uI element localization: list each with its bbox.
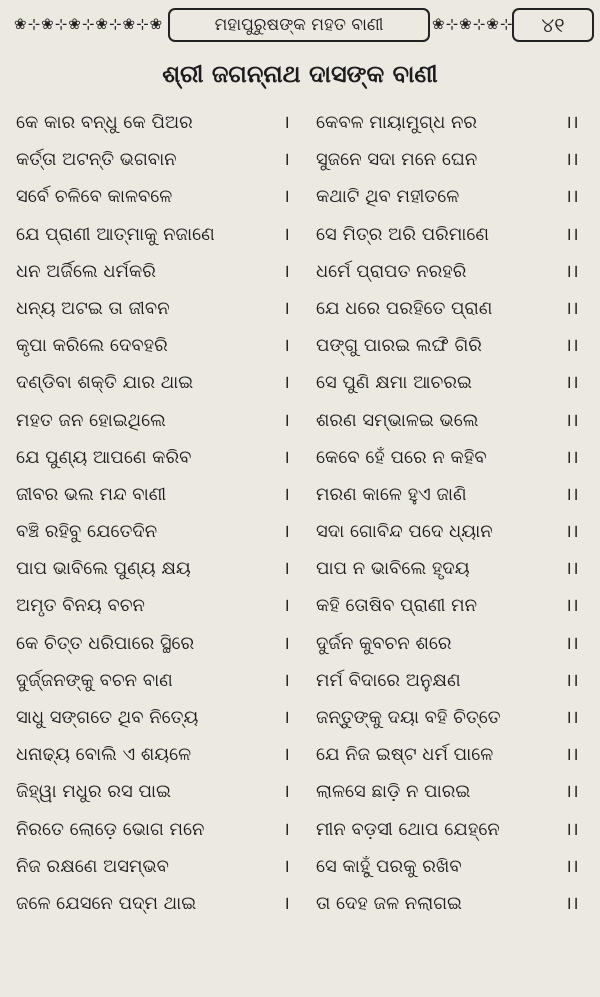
verse-second-half: ଯେ ଧରେ ପରହିତେ ପ୍ରାଣ xyxy=(316,297,493,319)
verse-second-half: ଦୁର୍ଜନ କୁବଚନ ଶରେ xyxy=(316,632,452,654)
verse-line xyxy=(0,290,600,327)
page-header xyxy=(0,6,600,44)
verse-mid-danda: । xyxy=(283,446,290,468)
verse-end-double-danda: ।। xyxy=(565,260,579,282)
verse-first-half: ଧନାଢ୍ୟ ବୋଲି ଏ ଶୟଳେ xyxy=(16,744,192,766)
verse-second-half: ସୁଜନେ ସଦା ମନେ ଘେନ xyxy=(316,149,478,171)
verse-mid-danda: । xyxy=(283,409,290,431)
verse-line xyxy=(0,662,600,699)
verse-first-half: କୃପା କରିଲେ ଦେବହରି xyxy=(16,335,168,357)
verse-first-half: ଧନ୍ୟ ଅଟଇ ତା ଜୀବନ xyxy=(16,297,170,319)
verse-mid-danda: । xyxy=(283,818,290,840)
verse-first-half: ଦଣ୍ଡିବା ଶକ୍ତି ଯାର ଥାଇ xyxy=(16,372,194,394)
verse-first-half: ସର୍ବେ ଚଳିବେ କାଳବଳେ xyxy=(16,186,173,208)
verse-line xyxy=(0,141,600,178)
verse-mid-danda: । xyxy=(283,892,290,914)
verse-second-half: ତା ଦେହ ଜଳ ନଲାଗଇ xyxy=(316,892,462,914)
verse-mid-danda: । xyxy=(283,149,290,171)
verse-list xyxy=(0,104,600,922)
verse-end-double-danda: ।। xyxy=(565,632,579,654)
verse-end-double-danda: ।। xyxy=(565,669,579,691)
verse-first-half: କର୍ତ୍ତା ଅଟନ୍ତି ଭଗବାନ xyxy=(16,149,177,171)
verse-line xyxy=(0,587,600,624)
verse-mid-danda: । xyxy=(283,781,290,803)
verse-second-half: ସେ ପୁଣି କ୍ଷମା ଆଚରଇ xyxy=(316,372,472,394)
verse-mid-danda: । xyxy=(283,483,290,505)
verse-mid-danda: । xyxy=(283,260,290,282)
verse-first-half: ନିରତେ ଲୋଡ଼େ ଭୋଗ ମନେ xyxy=(16,818,205,840)
verse-end-double-danda: ।। xyxy=(565,372,579,394)
verse-first-half: ଯେ ପୁଣ୍ୟ ଆପଣେ କରିବ xyxy=(16,446,192,468)
verse-end-double-danda: ।। xyxy=(565,186,579,208)
verse-line xyxy=(0,513,600,550)
verse-second-half: ଲାଳସେ ଛାଡ଼ି ନ ପାରଇ xyxy=(316,781,471,803)
verse-second-half: ଯେ ନିଜ ଇଷ୍ଟ ଧର୍ମ ପାଳେ xyxy=(316,744,494,766)
verse-end-double-danda: ।। xyxy=(565,521,579,543)
verse-mid-danda: । xyxy=(283,223,290,245)
verse-line xyxy=(0,104,600,141)
verse-first-half: ବଞ୍ଚି ରହିବୁ ଯେତେଦିନ xyxy=(16,521,158,543)
verse-end-double-danda: ।। xyxy=(565,855,579,877)
verse-mid-danda: । xyxy=(283,335,290,357)
verse-second-half: କଥାଟି ଥିବ ମହୀତଳେ xyxy=(316,186,460,208)
verse-mid-danda: । xyxy=(283,669,290,691)
verse-line xyxy=(0,476,600,513)
verse-first-half: ଯେ ପ୍ରାଣୀ ଆତ୍ମାକୁ ନଜାଣେ xyxy=(16,223,215,245)
verse-first-half: ଜୀବର ଭଲ ମନ୍ଦ ବାଣୀ xyxy=(16,483,167,505)
verse-first-half: ମହତ ଜନ ହୋଇଥିଲେ xyxy=(16,409,166,431)
verse-mid-danda: । xyxy=(283,855,290,877)
verse-line xyxy=(0,327,600,364)
right-floral-ornament: ❀⊹❀⊹❀⊹ xyxy=(432,15,514,33)
verse-line xyxy=(0,216,600,253)
verse-line xyxy=(0,885,600,922)
verse-second-half: ସେ ମିତ୍ର ଅରି ପରିମାଣେ xyxy=(316,223,490,245)
verse-first-half: କେ ଚିତ୍ତ ଧରିପାରେ ସ୍ଥିରେ xyxy=(16,632,195,654)
verse-line xyxy=(0,550,600,587)
left-floral-ornament: ❀⊹❀⊹❀⊹❀⊹❀⊹❀ xyxy=(14,15,164,33)
verse-second-half: ମର୍ମ ବିଦାରେ ଅନୁକ୍ଷଣ xyxy=(316,669,461,691)
verse-mid-danda: । xyxy=(283,707,290,728)
verse-second-half: କେବେ ହେଁ ପରେ ନ କହିବ xyxy=(316,446,487,468)
verse-end-double-danda: ।। xyxy=(565,483,579,505)
verse-second-half: ପଙ୍ଗୁ ପାରଇ ଲଙ୍ଘି ଗିରି xyxy=(316,335,482,357)
verse-line xyxy=(0,773,600,810)
verse-mid-danda: । xyxy=(283,744,290,766)
page-number: ୪୧ xyxy=(512,8,594,42)
verse-first-half: ଜିହ୍ୱା ମଧୁର ରସ ପାଇ xyxy=(16,781,172,803)
verse-first-half: ଦୁର୍ଜ୍ଜନଙ୍କୁ ବଚନ ବାଣ xyxy=(16,669,173,691)
verse-end-double-danda: ।। xyxy=(565,297,579,319)
verse-mid-danda: । xyxy=(283,558,290,580)
verse-second-half: ପାପ ନ ଭାବିଲେ ହୃଦୟ xyxy=(316,558,470,580)
verse-end-double-danda: ।। xyxy=(565,409,579,431)
verse-end-double-danda: ।। xyxy=(565,744,579,766)
verse-first-half: ଅମୃତ ବିନୟ ବଚନ xyxy=(16,595,145,617)
verse-second-half: ସଦା ଗୋବିନ୍ଦ ପଦେ ଧ୍ୟାନ xyxy=(316,521,493,543)
verse-end-double-danda: ।। xyxy=(565,335,579,357)
verse-first-half: ଧନ ଅର୍ଜିଲେ ଧର୍ମକରି xyxy=(16,260,156,282)
verse-end-double-danda: ।। xyxy=(565,707,579,728)
verse-first-half: କେ କାର ବନ୍ଧୁ କେ ପିଅର xyxy=(16,112,193,133)
verse-second-half: ଶରଣ ସମ୍ଭାଳଇ ଭଲେ xyxy=(316,409,479,431)
verse-line xyxy=(0,439,600,476)
verse-mid-danda: । xyxy=(283,186,290,208)
verse-second-half: ମରଣ କାଳେ ହୁଏ ଜାଣି xyxy=(316,483,467,505)
verse-end-double-danda: ।। xyxy=(565,781,579,803)
verse-second-half: କେବଳ ମାୟାମୁଗ୍ଧ ନର xyxy=(316,112,478,133)
verse-first-half: ସାଧୁ ସଙ୍ଗତେ ଥିବ ନିତ୍ୟେ xyxy=(16,707,199,728)
verse-second-half: ଜନ୍ତୁଙ୍କୁ ଦୟା ବହି ଚିତ୍ତେ xyxy=(316,707,501,728)
verse-end-double-danda: ।। xyxy=(565,892,579,914)
verse-end-double-danda: ।। xyxy=(565,595,579,617)
verse-line xyxy=(0,699,600,736)
verse-mid-danda: । xyxy=(283,595,290,617)
verse-line xyxy=(0,625,600,662)
verse-line xyxy=(0,178,600,215)
verse-second-half: ସେ କାହୁଁ ପରକୁ ରଖିବ xyxy=(316,855,462,877)
verse-end-double-danda: ।। xyxy=(565,446,579,468)
verse-end-double-danda: ।। xyxy=(565,818,579,840)
verse-mid-danda: । xyxy=(283,632,290,654)
verse-end-double-danda: ।। xyxy=(565,223,579,245)
verse-first-half: ଜଳେ ଯେସନେ ପଦ୍ମ ଥାଇ xyxy=(16,892,197,914)
verse-line xyxy=(0,811,600,848)
verse-second-half: କହି ତୋଷିବ ପ୍ରାଣୀ ମନ xyxy=(316,595,478,617)
page-heading: ଶ୍ରୀ ଜଗନ୍ନାଥ ଦାସଙ୍କ ବାଣୀ xyxy=(162,60,438,88)
verse-first-half: ନିଜ ରକ୍ଷଣେ ଅସମ୍ଭବ xyxy=(16,855,169,877)
verse-second-half: ଧର୍ମେ ପ୍ରାପତ ନରହରି xyxy=(316,260,467,282)
verse-end-double-danda: ।। xyxy=(565,558,579,580)
verse-end-double-danda: ।। xyxy=(565,149,579,171)
verse-line xyxy=(0,402,600,439)
verse-mid-danda: । xyxy=(283,521,290,543)
verse-line xyxy=(0,848,600,885)
verse-mid-danda: । xyxy=(283,372,290,394)
verse-line xyxy=(0,736,600,773)
verse-mid-danda: । xyxy=(283,112,290,133)
verse-second-half: ମୀନ ବଡ଼ସୀ ଥୋପ ଯେହ୍ନେ xyxy=(316,818,500,840)
running-title: ମହାପୁରୁଷଙ୍କ ମହତ ବାଣୀ xyxy=(168,8,430,42)
verse-end-double-danda: ।। xyxy=(565,112,579,133)
verse-line xyxy=(0,253,600,290)
verse-line xyxy=(0,364,600,401)
verse-mid-danda: । xyxy=(283,297,290,319)
verse-first-half: ପାପ ଭାବିଲେ ପୁଣ୍ୟ କ୍ଷୟ xyxy=(16,558,191,580)
